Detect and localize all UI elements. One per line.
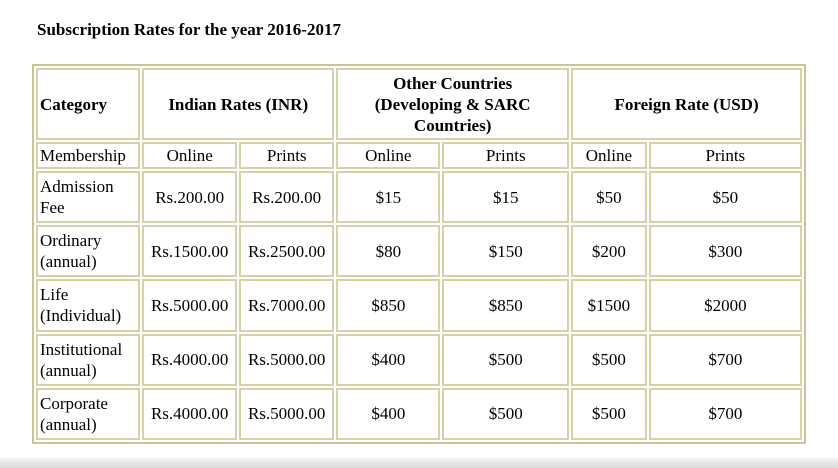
- subheader-indian-online: Online: [142, 142, 237, 169]
- subheader-other-online: Online: [336, 142, 440, 169]
- table-row: [36, 388, 802, 440]
- cell-other-online: $400: [336, 334, 440, 386]
- category-line1: Corporate: [40, 393, 108, 413]
- cell-other-online: $15: [336, 171, 440, 223]
- row-category: [36, 334, 140, 386]
- cell-indian-online: Rs.4000.00: [142, 334, 237, 386]
- category-line2: Fee: [40, 198, 65, 218]
- cell-other-prints: $150: [442, 225, 569, 277]
- category-line2: (Individual): [40, 306, 122, 326]
- table-row: [36, 334, 802, 386]
- cell-indian-online: Rs.5000.00: [142, 279, 237, 331]
- row-category: [36, 225, 140, 277]
- cell-indian-prints: Rs.5000.00: [239, 334, 334, 386]
- cell-other-online: $400: [336, 388, 440, 440]
- cell-foreign-online: $200: [571, 225, 647, 277]
- cell-other-prints: $500: [442, 388, 569, 440]
- cell-other-online: $850: [336, 279, 440, 331]
- header-other-line2: (Developing & SARC: [374, 94, 531, 114]
- subheader-indian-prints: Prints: [239, 142, 334, 169]
- cell-indian-online: Rs.200.00: [142, 171, 237, 223]
- header-other-line1: Other Countries: [393, 73, 513, 93]
- page-bottom-edge: [0, 458, 838, 468]
- table-row: [36, 171, 802, 223]
- cell-foreign-prints: $700: [649, 334, 802, 386]
- category-line1: Admission: [40, 177, 114, 197]
- header-category: Category: [36, 68, 140, 140]
- category-line1: Ordinary: [40, 231, 102, 251]
- subheader-other-prints: Prints: [442, 142, 569, 169]
- cell-foreign-prints: $700: [649, 388, 802, 440]
- category-line2: (annual): [40, 360, 97, 380]
- cell-foreign-prints: $50: [649, 171, 802, 223]
- cell-indian-prints: Rs.2500.00: [239, 225, 334, 277]
- subscription-rates-table: [32, 64, 806, 444]
- category-line2: (annual): [40, 252, 97, 272]
- header-other-line3: Countries): [413, 115, 492, 135]
- page-title: Subscription Rates for the year 2016-2017: [37, 20, 341, 39]
- cell-indian-prints: Rs.200.00: [239, 171, 334, 223]
- subheader-foreign-online: Online: [571, 142, 647, 169]
- category-line2: (annual): [40, 414, 97, 434]
- subheader-membership: Membership: [36, 142, 140, 169]
- cell-other-prints: $15: [442, 171, 569, 223]
- cell-other-prints: $500: [442, 334, 569, 386]
- cell-other-online: $80: [336, 225, 440, 277]
- row-category: [36, 171, 140, 223]
- cell-foreign-prints: $300: [649, 225, 802, 277]
- cell-foreign-online: $500: [571, 334, 647, 386]
- table-header-row: [36, 68, 802, 140]
- row-category: [36, 388, 140, 440]
- cell-other-prints: $850: [442, 279, 569, 331]
- cell-indian-prints: Rs.7000.00: [239, 279, 334, 331]
- table-subheader-row: [36, 142, 802, 169]
- category-line1: Institutional: [40, 339, 123, 359]
- cell-foreign-online: $1500: [571, 279, 647, 331]
- header-other-countries: [336, 68, 569, 140]
- header-foreign-rate: Foreign Rate (USD): [571, 68, 802, 140]
- category-line1: Life: [40, 285, 69, 305]
- cell-foreign-online: $500: [571, 388, 647, 440]
- table-row: [36, 225, 802, 277]
- cell-indian-prints: Rs.5000.00: [239, 388, 334, 440]
- row-category: [36, 279, 140, 331]
- cell-indian-online: Rs.1500.00: [142, 225, 237, 277]
- header-indian-rates: Indian Rates (INR): [142, 68, 334, 140]
- subheader-foreign-prints: Prints: [649, 142, 802, 169]
- table-row: [36, 279, 802, 331]
- cell-foreign-prints: $2000: [649, 279, 802, 331]
- cell-foreign-online: $50: [571, 171, 647, 223]
- cell-indian-online: Rs.4000.00: [142, 388, 237, 440]
